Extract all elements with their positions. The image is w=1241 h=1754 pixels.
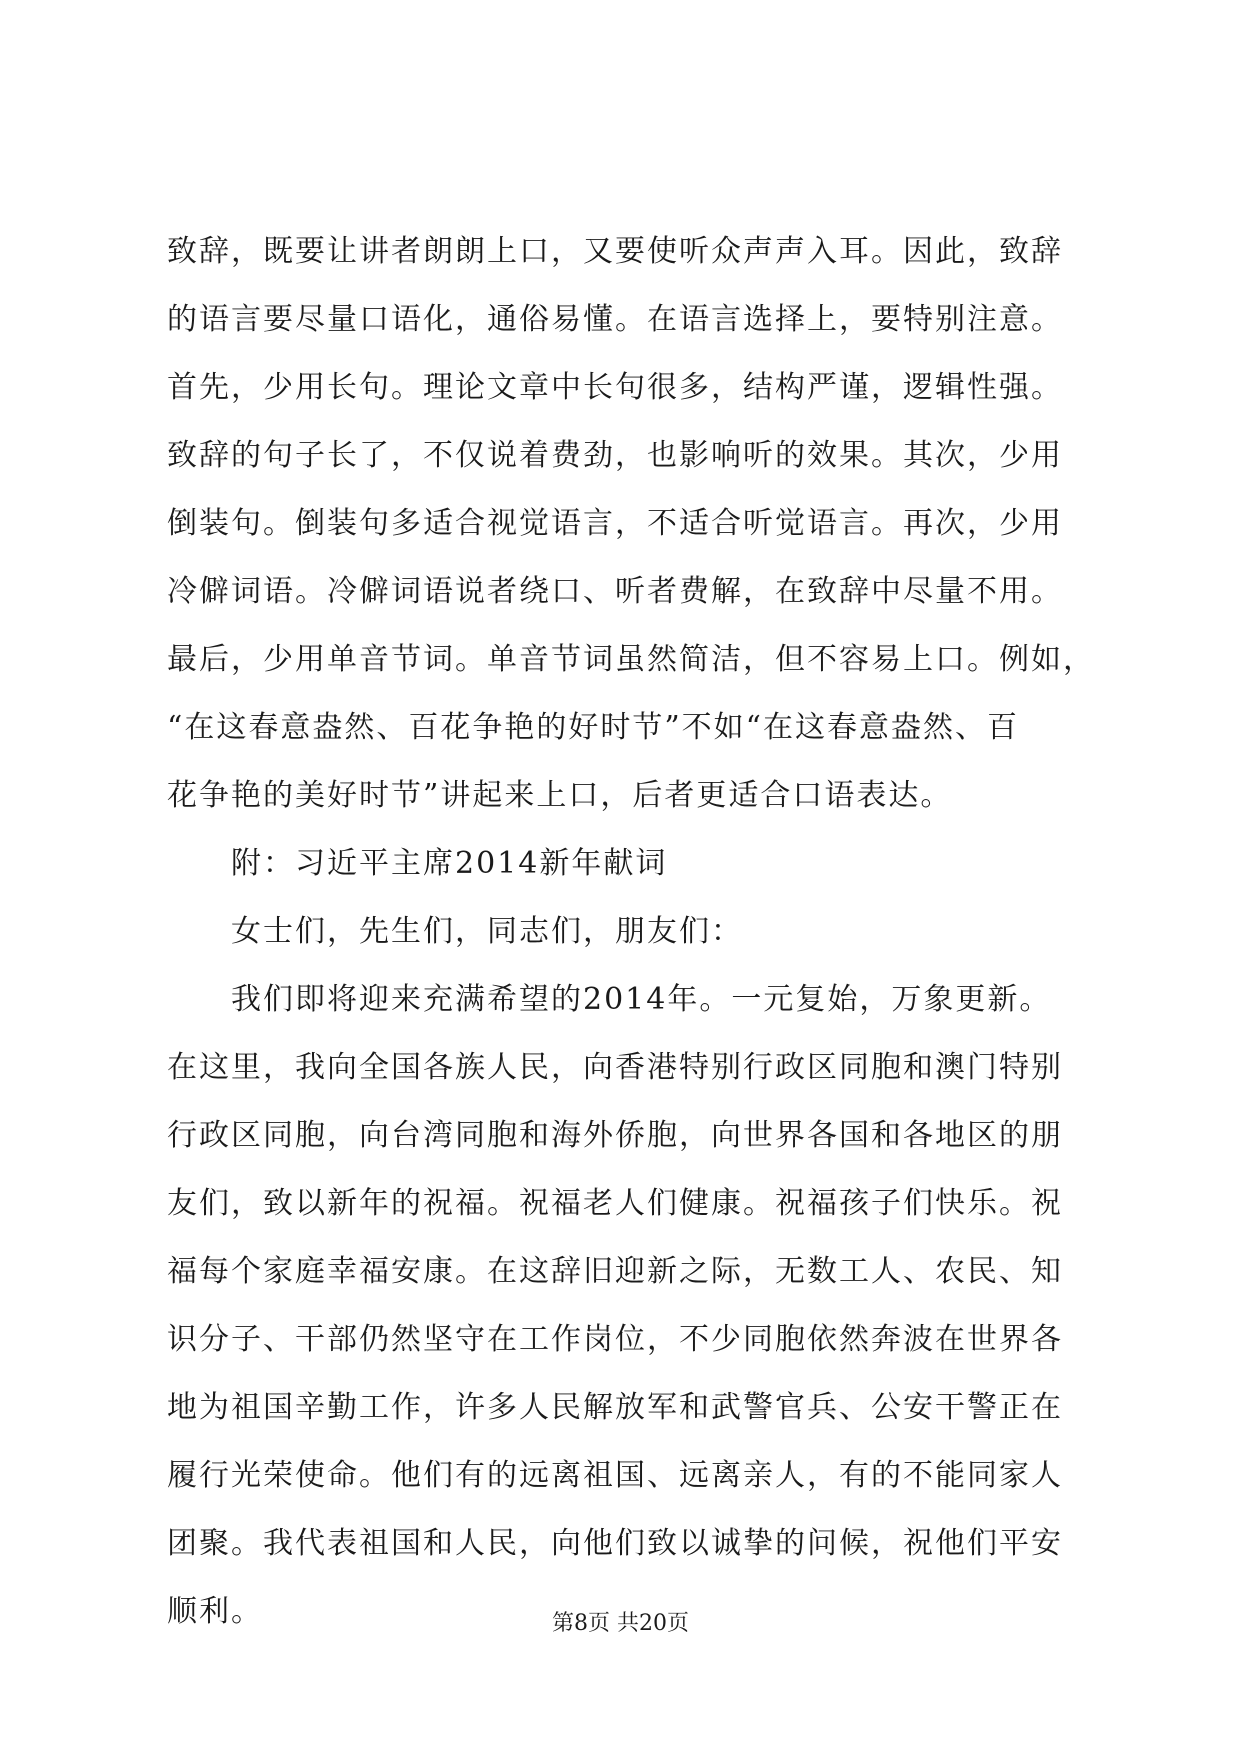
text-line: 冷僻词语。冷僻词语说者绕口、听者费解，在致辞中尽量不用。 (167, 574, 1063, 609)
salutation: 女士们，先生们，同志们，朋友们： (231, 914, 743, 949)
text-line: 我们即将迎来充满希望的2014年。一元复始，万象更新。 (231, 982, 1052, 1017)
page-number-footer: 第8页 共20页 (552, 1611, 689, 1636)
text-line: 地为祖国辛勤工作，许多人民解放军和武警官兵、公安干警正在 (167, 1390, 1063, 1425)
text-line: 的语言要尽量口语化，通俗易懂。在语言选择上，要特别注意。 (167, 302, 1063, 337)
text-line: 行政区同胞，向台湾同胞和海外侨胞，向世界各国和各地区的朋 (167, 1118, 1063, 1153)
body-text (167, 232, 1095, 1660)
appendix-heading: 附：习近平主席2014新年献词 (231, 846, 668, 881)
text-line: 识分子、干部仍然坚守在工作岗位，不少同胞依然奔波在世界各 (167, 1322, 1063, 1357)
text-line: 团聚。我代表祖国和人民，向他们致以诚挚的问候，祝他们平安 (167, 1526, 1063, 1561)
text-line: 在这里，我向全国各族人民，向香港特别行政区同胞和澳门特别 (167, 1050, 1063, 1085)
text-line: 花争艳的美好时节”讲起来上口，后者更适合口语表达。 (167, 778, 953, 813)
text-line: 致辞的句子长了，不仅说着费劲，也影响听的效果。其次，少用 (167, 438, 1063, 473)
text-line: 履行光荣使命。他们有的远离祖国、远离亲人，有的不能同家人 (167, 1458, 1063, 1493)
text-line: 最后，少用单音节词。单音节词虽然简洁，但不容易上口。例如， (167, 642, 1095, 677)
text-line: 倒装句。倒装句多适合视觉语言，不适合听觉语言。再次，少用 (167, 506, 1063, 541)
text-line: 致辞，既要让讲者朗朗上口，又要使听众声声入耳。因此，致辞 (167, 234, 1063, 269)
text-line: 顺利。 (167, 1594, 263, 1629)
text-line: “在这春意盎然、百花争艳的好时节”不如“在这春意盎然、百 (167, 710, 1020, 745)
text-line: 友们，致以新年的祝福。祝福老人们健康。祝福孩子们快乐。祝 (167, 1186, 1063, 1221)
text-line: 首先，少用长句。理论文章中长句很多，结构严谨，逻辑性强。 (167, 370, 1063, 405)
text-line: 福每个家庭幸福安康。在这辞旧迎新之际，无数工人、农民、知 (167, 1254, 1063, 1289)
